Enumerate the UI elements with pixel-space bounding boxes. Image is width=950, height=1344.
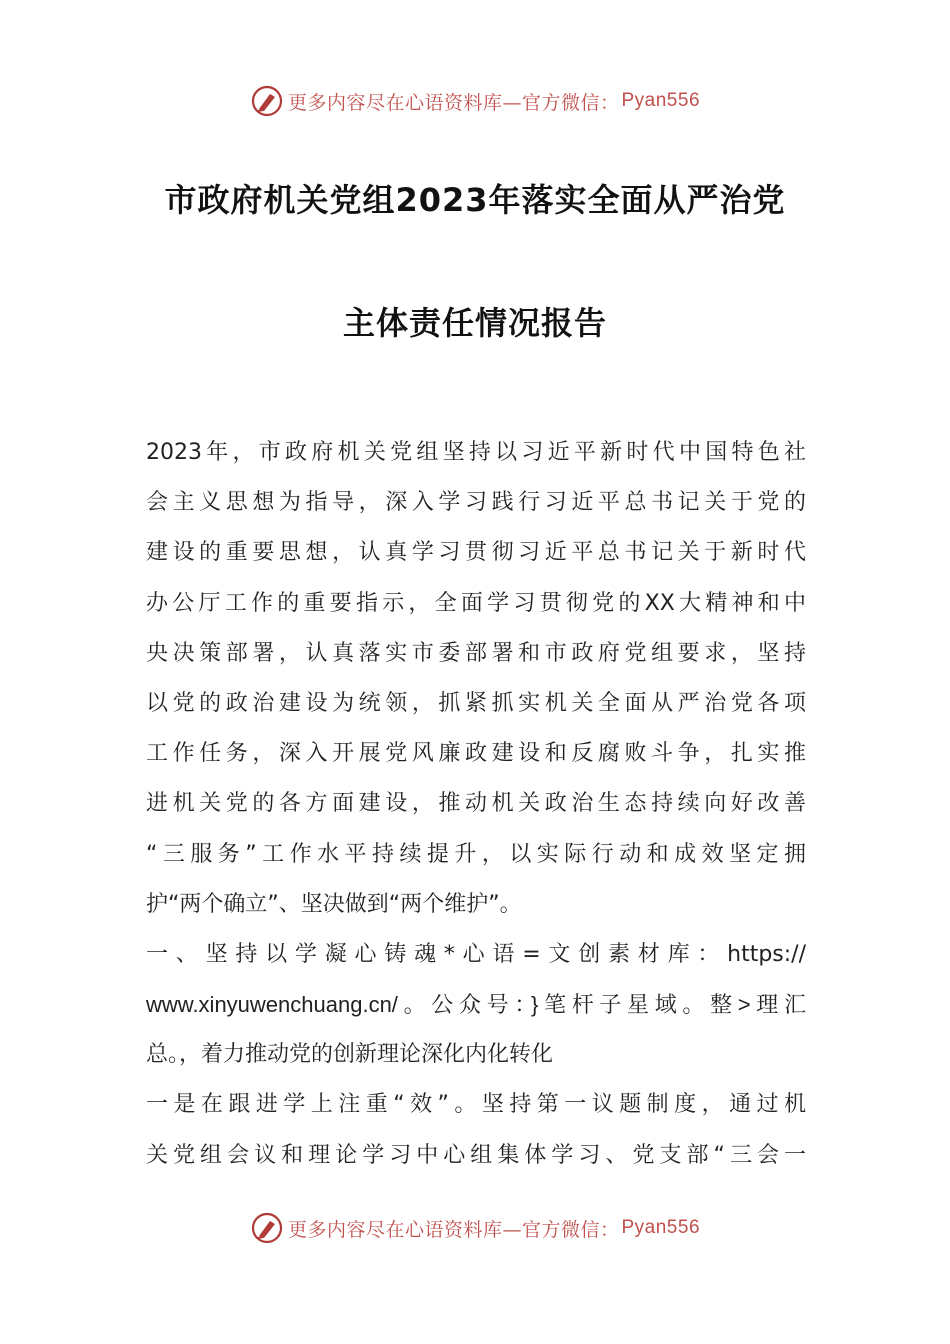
body-line: 2023年，市政府机关党组坚持以习近平新时代中国特色社 [146,440,806,465]
watermark-header [0,84,950,118]
body-line: 一是在跟进学上注重“效”。坚持第一议题制度，通过机 [146,1092,806,1118]
body-line: 会主义思想为指导，深入学习践行习近平总书记关于党的 [146,490,806,516]
body-line: 办公厅工作的重要指示，全面学习贯彻党的XX大精神和中 [146,590,806,616]
body-line: “三服务”工作水平持续提升，以实际行动和成效坚定拥 [146,841,806,867]
document-title-line-2: 主体责任情况报告 [342,304,607,342]
section-heading-line: 一、坚持以学凝心铸魂*心语=文创素材库：https:// [146,941,806,967]
body-line: 以党的政治建设为统领，抓紧抓实机关全面从严治党各项 [146,690,806,716]
section-heading-line: 总。，着力推动党的创新理论深化内化转化 [146,1042,554,1068]
document-title-line-1: 市政府机关党组2023年落实全面从严治党 [164,181,786,219]
body-line: 工作任务，深入开展党风廉政建设和反腐败斗争，扎实推 [146,741,806,767]
watermark-footer [0,1211,950,1245]
watermark-wechat-id: Pyan556 [621,1217,701,1238]
body-line: 关党组会议和理论学习中心组集体学习、党支部“三会一 [146,1142,806,1168]
body-line: 进机关党的各方面建设，推动机关政治生态持续向好改善 [146,791,806,817]
pen-nib-circle-icon [250,1211,284,1245]
body-line: 护“两个确立”、坚决做到“两个维护”。 [146,891,522,917]
watermark-wechat-id: Pyan556 [621,90,701,111]
section-heading-line: www.xinyuwenchuang.cn/。公众号：}笔杆子星域。整>理汇 [146,992,806,1018]
watermark-text: 更多内容尽在心语资料库—官方微信： [287,91,620,114]
watermark-text: 更多内容尽在心语资料库—官方微信： [287,1218,620,1241]
pen-nib-circle-icon [250,84,284,118]
document-body [146,428,806,1181]
body-line: 央决策部署，认真落实市委部署和市政府党组要求，坚持 [146,640,806,666]
body-line: 建设的重要思想，认真学习贯彻习近平总书记关于新时代 [146,540,806,566]
